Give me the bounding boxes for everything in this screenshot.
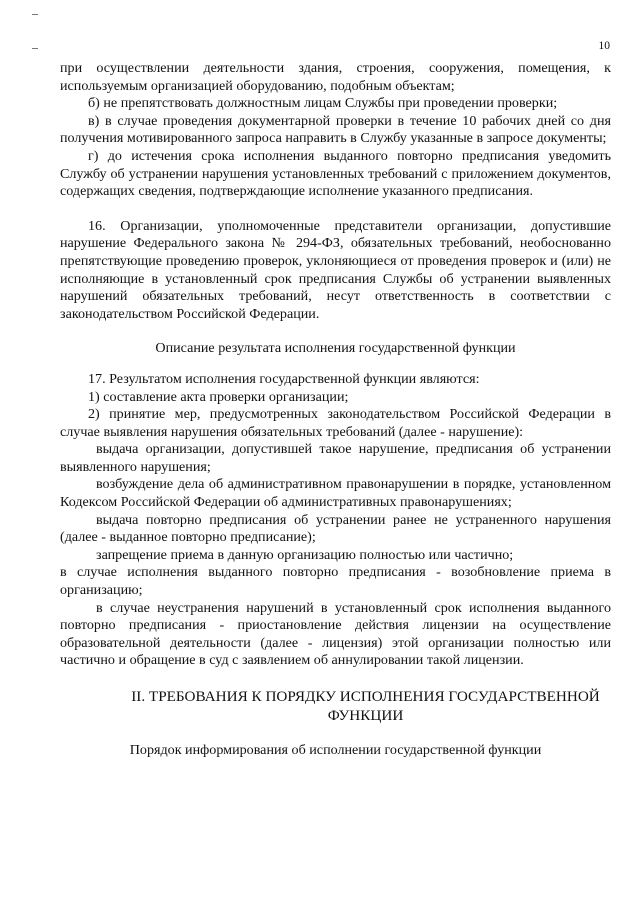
- paragraph: в) в случае проведения документарной проверки в течение 10 рабочих дней со дня получения мотивированного запроса направить в Службу указанные в запросе документы;: [60, 112, 611, 147]
- list-item: возбуждение дела об административном правонарушении в порядке, установленном Кодексом Российской Федерации об административных правонарушениях;: [60, 476, 611, 511]
- page-number: 10: [598, 40, 610, 52]
- chapter-heading: II. ТРЕБОВАНИЯ К ПОРЯДКУ ИСПОЛНЕНИЯ ГОСУДАРСТВЕННОЙ ФУНКЦИИ: [131, 688, 600, 724]
- paragraph: 17. Результатом исполнения государственной функции являются:: [88, 370, 480, 387]
- list-item: в случае неустранения нарушений в установленный срок исполнения выданного повторно предписания - приостановление действия лицензии на осуществление образовательной деятельности (далее - лицензия) этой организации полностью или частично и обращение в суд с заявлением об аннулировании такой лицензии.: [60, 599, 611, 669]
- document-body: [60, 60, 611, 760]
- paragraph-16: 16. Организации, уполномоченные представители организации, допустившие нарушение Федерального закона № 294-ФЗ, обязательных требований, необоснованно препятствующие проведению проверок, уклоняющиеся от проведения проверок и (или) не исполняющие в установленный срок предписания Службы об устранении выявленных нарушений обязательных требований, несут ответственность в соответствии с законодательством Российской Федерации.: [60, 217, 611, 322]
- list-item: 1) составление акта проверки организации;: [88, 388, 349, 405]
- paragraph: г) до истечения срока исполнения выданного повторно предписания уведомить Службу об устранении нарушения установленных требований с приложением документов, содержащих сведения, подтверждающие исполнение указанного предписания.: [60, 147, 611, 200]
- list-item: в случае исполнения выданного повторно предписания - возобновление приема в организацию;: [60, 564, 611, 599]
- list-item: запрещение приема в данную организацию полностью или частично;: [96, 546, 514, 563]
- paragraph: б) не препятствовать должностным лицам Службы при проведении проверки;: [88, 95, 558, 112]
- section-heading: Описание результата исполнения государственной функции: [155, 340, 516, 357]
- section-heading: Порядок информирования об исполнении государственной функции: [129, 742, 542, 758]
- list-item: 2) принятие мер, предусмотренных законодательством Российской Федерации в случае выявления нарушения обязательных требований (далее - нарушение):: [60, 406, 611, 440]
- list-item: выдача организации, допустившей такое нарушение, предписания об устранении выявленного нарушения;: [60, 441, 611, 475]
- scan-mark: [32, 14, 38, 15]
- list-item: выдача повторно предписания об устранении ранее не устраненного нарушения (далее - выданное повторно предписание);: [60, 511, 611, 546]
- paragraph: при осуществлении деятельности здания, строения, сооружения, помещения, к используемым организацией оборудованию, подобным объектам;: [60, 60, 611, 94]
- scan-mark: [32, 48, 38, 49]
